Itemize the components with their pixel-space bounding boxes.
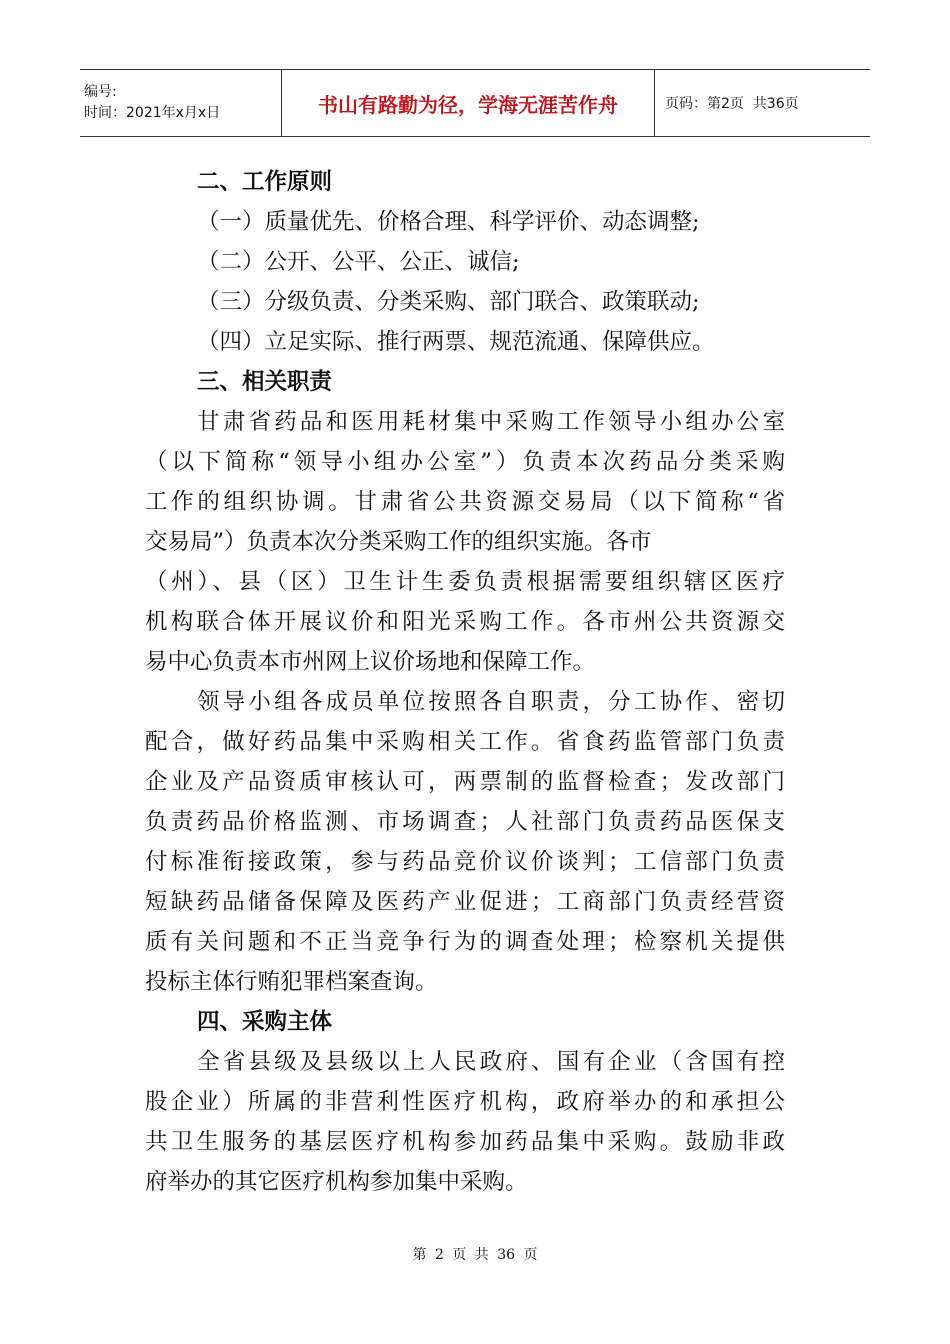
section-heading: 三、相关职责 — [197, 369, 333, 395]
page-header — [80, 69, 870, 137]
body-line: 质有关问题和不正当竞争行为的调查处理；检察机关提供 — [145, 929, 785, 955]
body-line: 配合，做好药品集中采购相关工作。省食药监管部门负责 — [145, 729, 785, 755]
body-line: 领导小组各成员单位按照各自职责，分工协作、密切 — [197, 689, 785, 715]
body-line: 交易局”）负责本次分类采购工作的组织实施。各市 — [145, 529, 652, 555]
body-line: 股企业）所属的非营利性医疗机构，政府举办的和承担公 — [145, 1089, 785, 1115]
header-page-cell — [655, 70, 870, 136]
body-line: 企业及产品资质审核认可，两票制的监督检查；发改部门 — [145, 769, 785, 795]
body-line: （二）公开、公平、公正、诚信; — [197, 249, 520, 275]
body-line: （州）、县（区）卫生计生委负责根据需要组织辖区医疗 — [145, 569, 785, 595]
section-heading: 二、工作原则 — [197, 169, 333, 195]
header-page-info: 页码：第2页 共36页 — [665, 96, 799, 112]
body-line: 工作的组织协调。甘肃省公共资源交易局（以下简称“省 — [145, 489, 785, 515]
body-line: 机构联合体开展议价和阳光采购工作。各市州公共资源交 — [145, 609, 785, 635]
page-footer: 第 2 页 共 36 页 — [412, 1247, 538, 1263]
body-line: 短缺药品储备保障及医药产业促进；工商部门负责经营资 — [145, 889, 785, 915]
header-meta — [80, 70, 281, 136]
body-line: 投标主体行贿犯罪档案查询。 — [145, 969, 438, 995]
body-line: 负责药品价格监测、市场调查；人社部门负责药品医保支 — [145, 809, 785, 835]
body-line: 易中心负责本市州网上议价场地和保障工作。 — [145, 649, 596, 675]
body-line: （以下简称“领导小组办公室”）负责本次药品分类采购 — [145, 449, 785, 475]
body-line: （四）立足实际、推行两票、规范流通、保障供应。 — [197, 329, 715, 355]
body-line: 付标准衔接政策，参与药品竞价议价谈判；工信部门负责 — [145, 849, 785, 875]
body-line: （三）分级负责、分类采购、部门联合、政策联动; — [197, 289, 700, 315]
section-heading: 四、采购主体 — [197, 1009, 333, 1035]
document-number-label: 编号: — [84, 84, 117, 100]
body-line: 府举办的其它医疗机构参加集中采购。 — [145, 1169, 528, 1195]
body-line: （一）质量优先、价格合理、科学评价、动态调整; — [197, 209, 700, 235]
document-date-label: 时间：2021年x月x日 — [84, 105, 221, 121]
header-motto: 书山有路勤为径，学海无涯苦作舟 — [318, 92, 618, 117]
header-motto-cell — [281, 70, 655, 136]
body-line: 共卫生服务的基层医疗机构参加药品集中采购。鼓励非政 — [145, 1129, 785, 1155]
body-line: 全省县级及县级以上人民政府、国有企业（含国有控 — [197, 1049, 785, 1075]
body-line: 甘肃省药品和医用耗材集中采购工作领导小组办公室 — [197, 409, 785, 435]
